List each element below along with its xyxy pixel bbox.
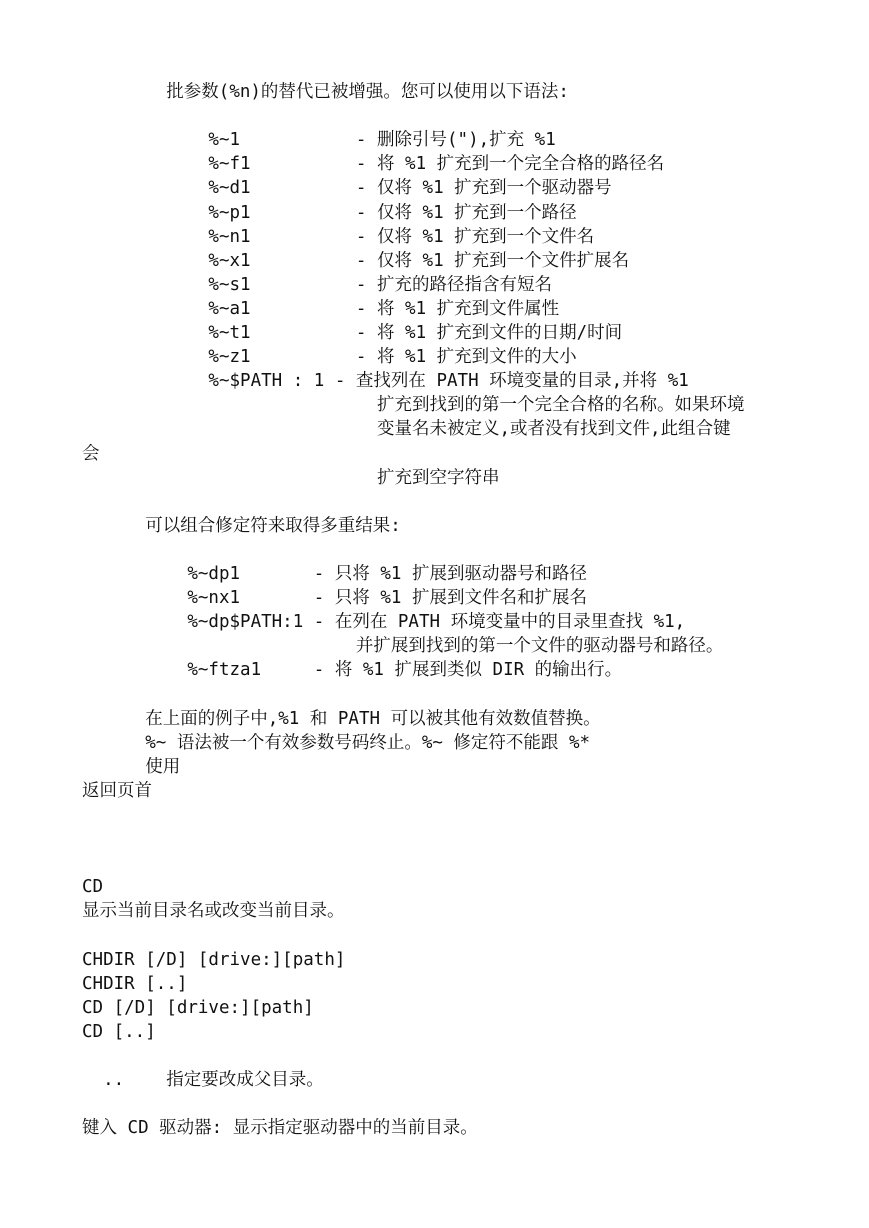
text-line: %~dp1 - 只将 %1 扩展到驱动器号和路径 — [82, 564, 588, 584]
text-line: %~dp$PATH:1 - 在列在 PATH 环境变量中的目录里查找 %1, — [82, 612, 686, 633]
text-line: 使用 — [82, 756, 181, 777]
text-line: 扩充到找到的第一个完全合格的名称。如果环境 — [82, 395, 745, 416]
text-line: CHDIR [..] — [82, 973, 188, 994]
text-line: CHDIR [/D] [drive:][path] — [82, 949, 346, 970]
text-line: 会 — [82, 443, 100, 464]
text-line: CD — [82, 877, 104, 898]
text-line: %~t1 - 将 %1 扩充到文件的日期/时间 — [82, 323, 623, 343]
text-line: 扩充到空字符串 — [82, 467, 500, 488]
text-line: %~1 - 删除引号("),扩充 %1 — [82, 130, 556, 151]
text-line: %~ftza1 - 将 %1 扩展到类似 DIR 的输出行。 — [82, 660, 623, 681]
text-line: 显示当前目录名或改变当前目录。 — [82, 901, 345, 922]
text-line: %~z1 - 将 %1 扩充到文件的大小 — [82, 347, 577, 368]
text-line: CD [..] — [82, 1021, 156, 1042]
text-line: 键入 CD 驱动器: 显示指定驱动器中的当前目录。 — [82, 1118, 478, 1139]
text-line: %~d1 - 仅将 %1 扩充到一个驱动器号 — [82, 178, 612, 199]
text-line: %~a1 - 将 %1 扩充到文件属性 — [82, 298, 560, 319]
text-line: %~ 语法被一个有效参数号码终止。%~ 修定符不能跟 %* — [82, 732, 591, 753]
text-line: CD [/D] [drive:][path] — [82, 997, 314, 1018]
text-line: 变量名未被定义,或者没有找到文件,此组合键 — [82, 419, 731, 440]
text-line: 批参数(%n)的替代已被增强。您可以使用以下语法: — [82, 82, 569, 102]
text-line: %~$PATH : 1 - 查找列在 PATH 环境变量的目录,并将 %1 — [82, 371, 689, 392]
text-line: %~nx1 - 只将 %1 扩展到文件名和扩展名 — [82, 588, 588, 609]
text-line: %~x1 - 仅将 %1 扩充到一个文件扩展名 — [82, 250, 630, 271]
text-line: %~n1 - 仅将 %1 扩充到一个文件名 — [82, 226, 595, 247]
text-line: 在上面的例子中,%1 和 PATH 可以被其他有效数值替换。 — [82, 708, 601, 729]
text-line: .. 指定要改成父目录。 — [82, 1070, 324, 1091]
text-line: 可以组合修定符来取得多重结果: — [82, 515, 401, 536]
text-line: %~f1 - 将 %1 扩充到一个完全合格的路径名 — [82, 154, 665, 175]
text-line: %~p1 - 仅将 %1 扩充到一个路径 — [82, 202, 577, 223]
text-line: %~s1 - 扩充的路径指含有短名 — [82, 274, 553, 295]
text-line: 返回页首 — [82, 780, 152, 801]
text-line: 并扩展到找到的第一个文件的驱动器号和路径。 — [82, 636, 724, 657]
